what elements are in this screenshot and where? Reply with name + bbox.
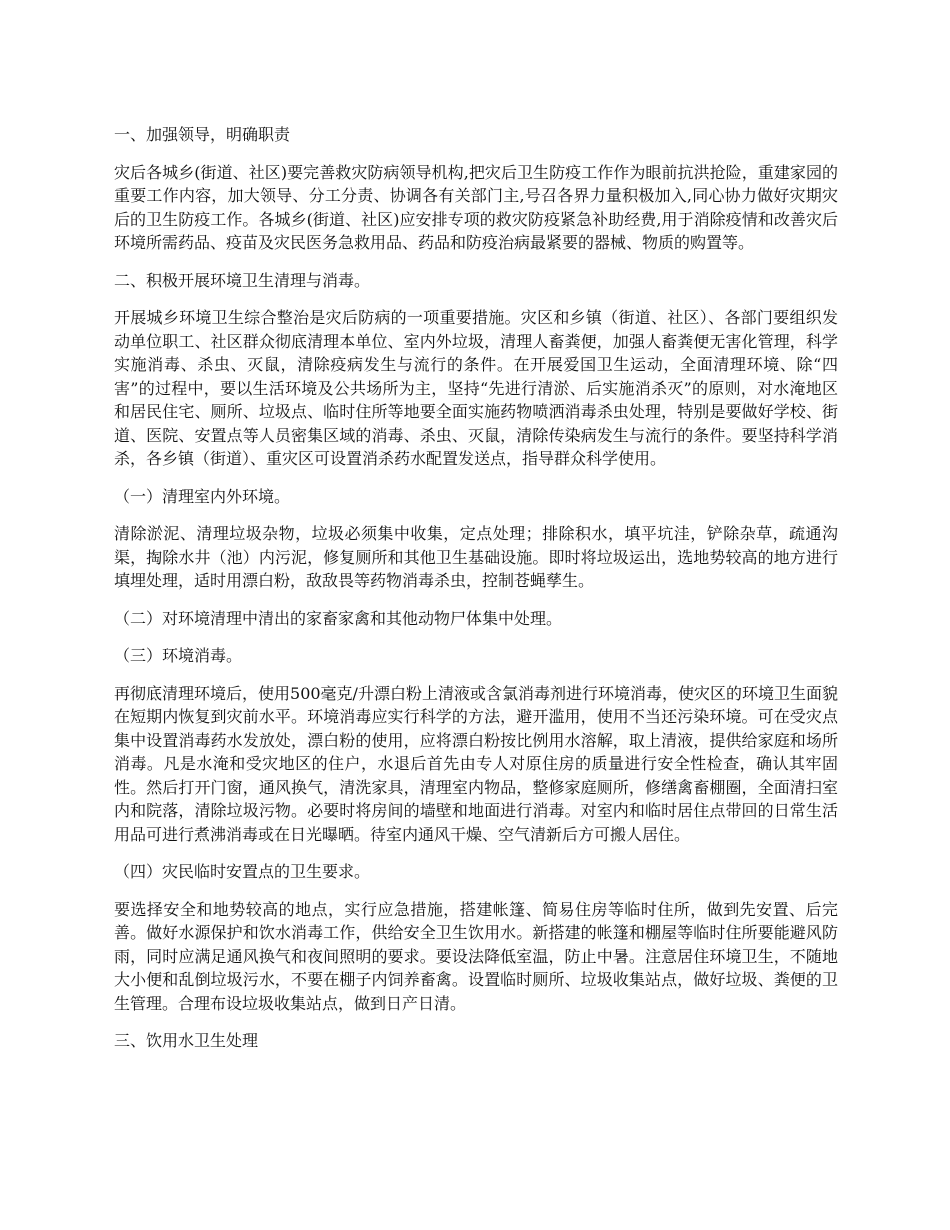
subsection-heading-4: （四）灾民临时安置点的卫生要求。 [114,862,371,881]
document-body [114,123,838,1067]
section-heading-3: 三、饮用水卫生处理 [114,1031,259,1050]
paragraph-4: 再彻底清理环境后，使用500毫克/升漂白粉上清液或含氯消毒剂进行环境消毒，使灾区的环境卫生面貌在短期内恢复到灾前水平。环境消毒应实行科学的方法，避开滥用，使用不当还污染环境。可在受灾点集中设置消毒药水发放处，漂白粉的使用，应将漂白粉按比例用水溶解，取上清液，提供给家庭和场所消毒。凡是水淹和受灾地区的住户，水退后首先由专人对原住房的质量进行安全性检查，确认其牢固性。然后打开门窗，通风换气，清洗家具，清理室内物品，整修家庭厕所，修缮禽畜棚圈，全面清扫室内和院落，清除垃圾污物。必要时将房间的墙壁和地面进行消毒。对室内和临时居住点带回的日常生活用品可进行煮沸消毒或在日光曝晒。待室内通风干燥、空气清新后方可搬人居住。 [114,683,838,844]
subsection-heading-1: （一）清理室内外环境。 [114,486,291,506]
paragraph-3: 清除淤泥、清理垃圾杂物，垃圾必须集中收集，定点处理；排除积水，填平坑洼，铲除杂草，疏通沟渠，掏除水井（池）内污泥，修复厕所和其他卫生基础设施。即时将垃圾运出，选地势较高的地方进行填埋处理，适时用漂白粉，敌敌畏等药物消毒杀虫，控制苍蝇孳生。 [114,524,838,590]
paragraph-1: 灾后各城乡(街道、社区)要完善救灾防病领导机构,把灾后卫生防疫工作作为眼前抗洪抢险，重建家园的重要工作内容，加大领导、分工分责、协调各有关部门主,号召各界力量积极加入,同心协力做好灾期灾后的卫生防疫工作。各城乡(街道、社区)应安排专项的救灾防疫紧急补助经费,用于消除疫情和改善灾后环境所需药品、疫苗及灾民医务急救用品、药品和防疫治病最紧要的器械、物质的购置等。 [114,162,838,252]
subsection-heading-2: （二）对环境清理中清出的家畜家禽和其他动物尸体集中处理。 [114,608,563,628]
section-heading-2: 二、积极开展环境卫生清理与消毒。 [114,270,371,290]
section-heading-1: 一、加强领导，明确职责 [114,125,291,144]
subsection-heading-3: （三）环境消毒。 [114,646,243,665]
paragraph-5: 要选择安全和地势较高的地点，实行应急措施，搭建帐篷、简易住房等临时住所，做到先安置、后完善。做好水源保护和饮水消毒工作，供给安全卫生饮用水。新搭建的帐篷和棚屋等临时住所要能避风防雨，同时应满足通风换气和夜间照明的要求。要设法降低室温，防止中暑。注意居住环境卫生，不随地大小便和乱倒垃圾污水，不要在棚子内饲养畜禽。设置临时厕所、垃圾收集站点，做好垃圾、粪便的卫生管理。合理布设垃圾收集站点，做到日产日清。 [114,899,838,1013]
paragraph-2: 开展城乡环境卫生综合整治是灾后防病的一项重要措施。灾区和乡镇（街道、社区）、各部门要组织发动单位职工、社区群众彻底清理本单位、室内外垃圾，清理人畜粪便，加强人畜粪便无害化管理，科学实施消毒、杀虫、灭鼠，清除疫病发生与流行的条件。在开展爱国卫生运动，全面清理环境、除“四害”的过程中，要以生活环境及公共场所为主，坚持“先进行清淤、后实施消杀灭”的原则，对水淹地区和居民住宅、厕所、垃圾点、临时住所等地要全面实施药物喷洒消毒杀虫处理，特别是要做好学校、街道、医院、安置点等人员密集区域的消毒、杀虫、灭鼠，清除传染病发生与流行的条件。要坚持科学消杀，各乡镇（街道）、重灾区可设置消杀药水配置发送点，指导群众科学使用。 [114,308,838,468]
